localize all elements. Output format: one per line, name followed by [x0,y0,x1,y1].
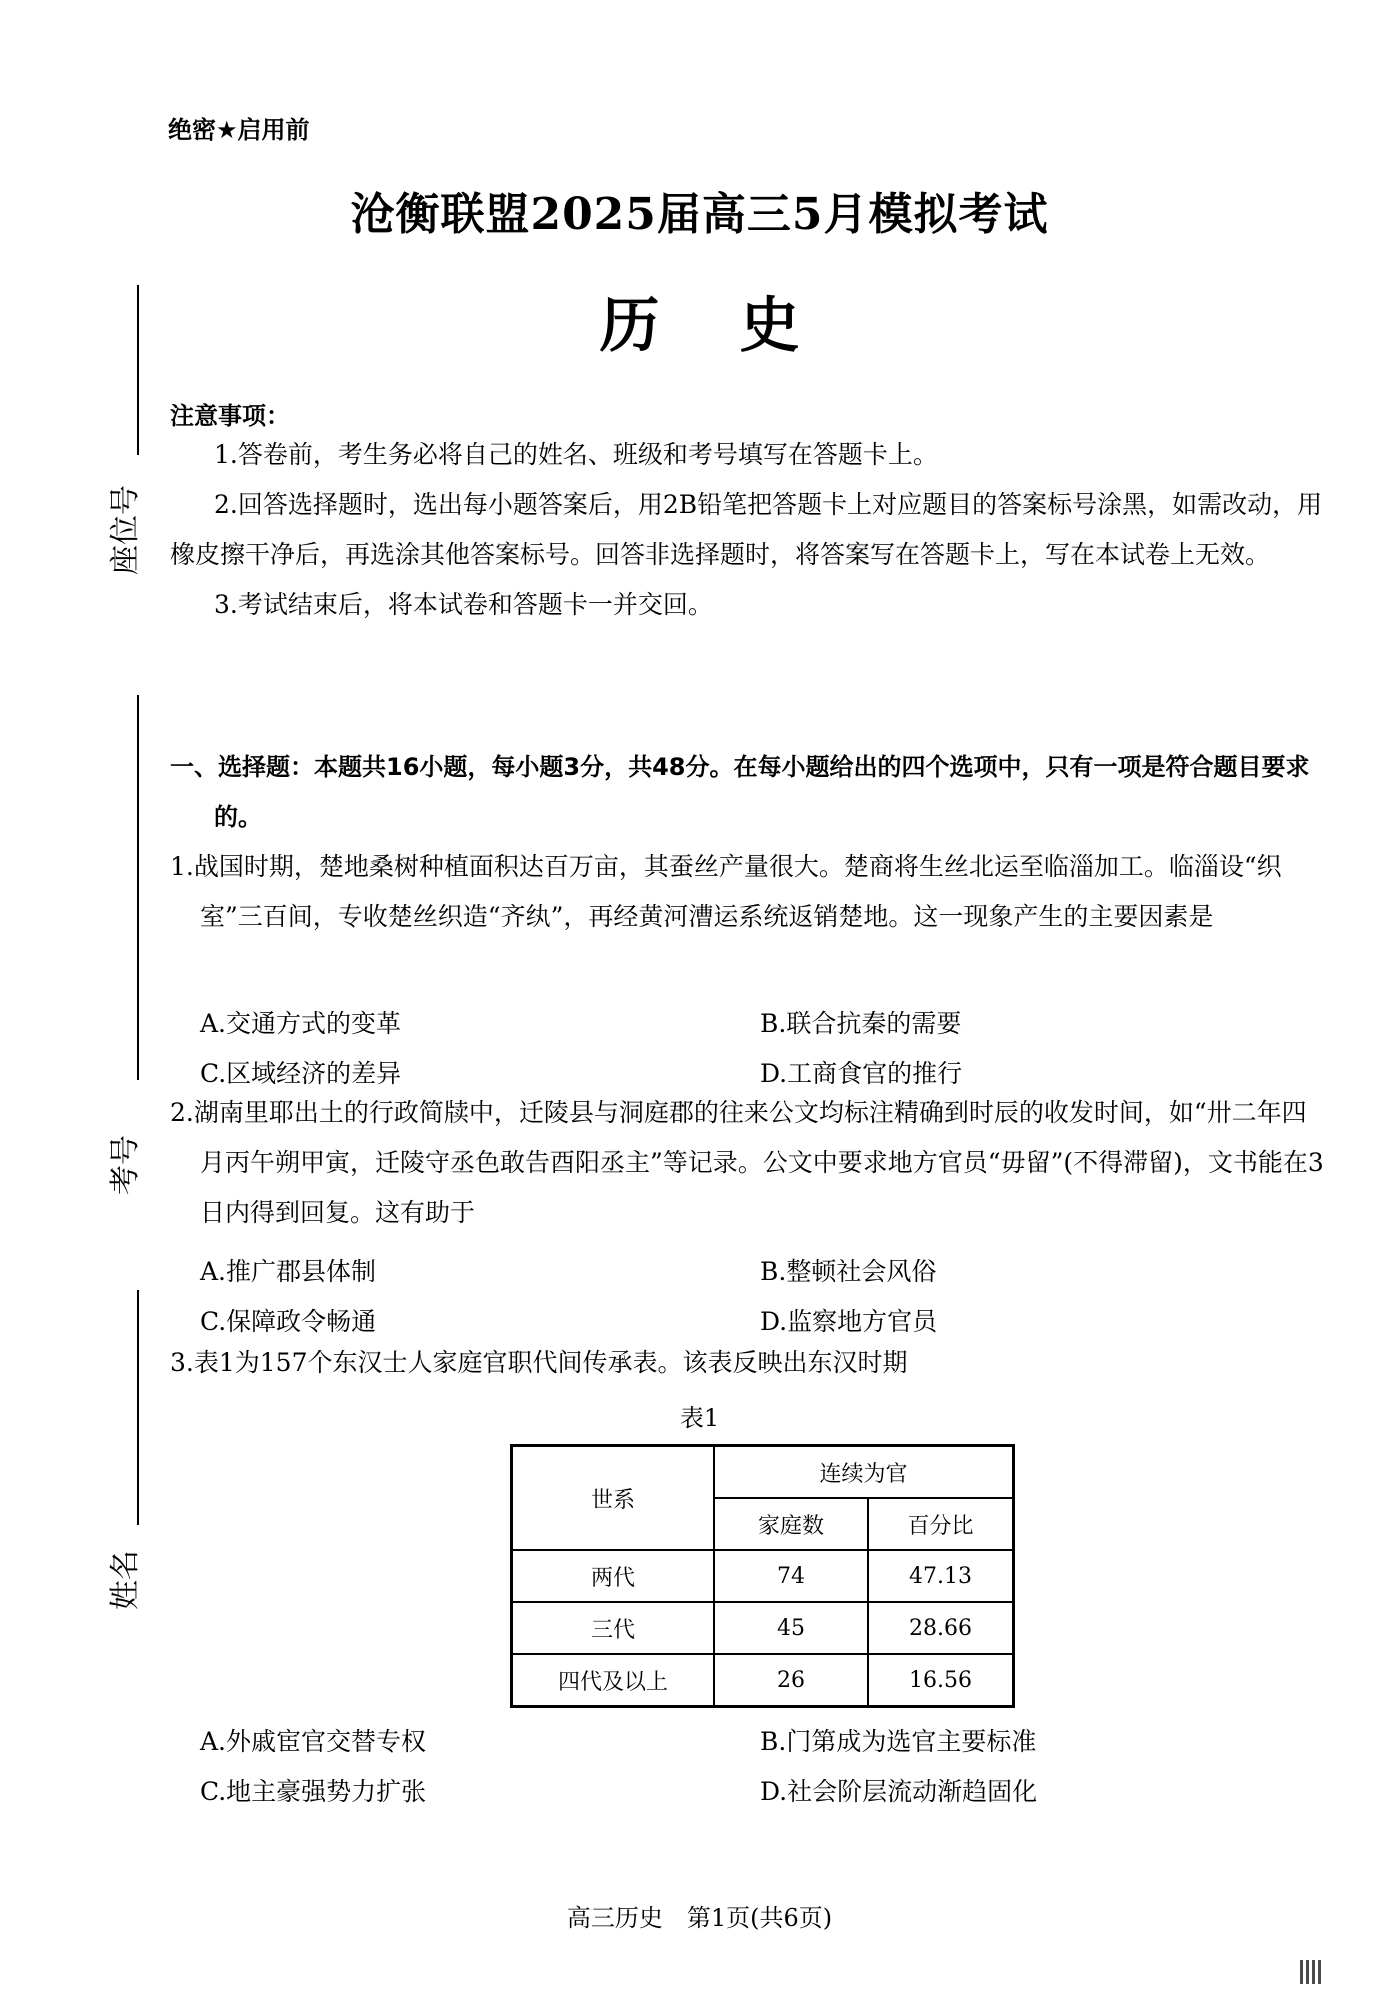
table-1 [510,1444,1015,1708]
name-label: 姓名 [108,1550,143,1610]
notice-list [170,430,1330,630]
table-cell-percent: 28.66 [868,1602,1014,1654]
subject-title [0,278,1399,364]
q3-option-b[interactable]: B.门第成为选官主要标准 [760,1727,1037,1756]
notice-item: 3.考试结束后，将本试卷和答题卡一并交回。 [214,590,713,619]
exam-title: 沧衡联盟2025届高三5月模拟考试 [350,189,1049,240]
exam-no-label: 考号 [108,1135,143,1195]
confidential-mark: 绝密★启用前 [168,116,310,144]
q2-option-a[interactable]: A.推广郡县体制 [200,1257,377,1286]
notice-heading: 注意事项： [170,402,290,430]
table-cell-percent: 16.56 [868,1654,1014,1707]
table-row [512,1654,1014,1707]
q3-option-a[interactable]: A.外戚宦官交替专权 [200,1727,427,1756]
table-row [512,1550,1014,1602]
table-header-percent: 百分比 [868,1498,1014,1550]
q1-option-a[interactable]: A.交通方式的变革 [200,1009,402,1038]
page-footer: 高三历史 第1页(共6页) [566,1904,833,1932]
table-header-families: 家庭数 [714,1498,868,1550]
q2-option-b[interactable]: B.整顿社会风俗 [760,1257,937,1286]
table-header-group: 连续为官 [714,1446,1014,1499]
exam-no-line [137,695,139,1080]
table-cell-families: 26 [714,1654,868,1707]
notice-item: 1.答卷前，考生务必将自己的姓名、班级和考号填写在答题卡上。 [214,440,938,469]
q1-option-b[interactable]: B.联合抗秦的需要 [760,1009,962,1038]
seat-line [137,285,139,455]
seat-label: 座位号 [108,485,143,575]
question-2-stem: 2.湖南里耶出土的行政简牍中，迁陵县与洞庭郡的往来公文均标注精确到时辰的收发时间，如“卅二年四月丙午朔甲寅，迁陵守丞色敢告酉阳丞主”等记录。公文中要求地方官员“毋留”(不得滞留)，文书能在3日内得到回复。这有助于 [170,1098,1324,1227]
subject-char-1: 历 [599,291,660,361]
table-cell-generation: 两代 [512,1550,715,1602]
section-heading: 一、选择题：本题共16小题，每小题3分，共48分。在每小题给出的四个选项中，只有一项是符合题目要求的。 [170,753,1310,831]
q3-option-c[interactable]: C.地主豪强势力扩张 [200,1777,427,1806]
q1-option-d[interactable]: D.工商食官的推行 [760,1059,963,1088]
qr-code-icon [1300,1960,1324,1984]
table-caption: 表1 [679,1404,720,1432]
notice-item: 2.回答选择题时，选出每小题答案后，用2B铅笔把答题卡上对应题目的答案标号涂黑，如需改动，用橡皮擦干净后，再选涂其他答案标号。回答非选择题时，将答案写在答题卡上，写在本试卷上无效。 [170,490,1323,569]
q2-option-d[interactable]: D.监察地方官员 [760,1307,938,1336]
table-header-generation: 世系 [512,1446,715,1551]
table-cell-generation: 三代 [512,1602,715,1654]
q2-option-c[interactable]: C.保障政令畅通 [200,1307,377,1336]
question-3-stem: 3.表1为157个东汉士人家庭官职代间传承表。该表反映出东汉时期 [170,1348,908,1377]
table-row [512,1602,1014,1654]
table-cell-families: 74 [714,1550,868,1602]
q3-option-d[interactable]: D.社会阶层流动渐趋固化 [760,1777,1038,1806]
table-cell-families: 45 [714,1602,868,1654]
question-1-stem: 1.战国时期，楚地桑树种植面积达百万亩，其蚕丝产量很大。楚商将生丝北运至临淄加工。临淄设“织室”三百间，专收楚丝织造“齐纨”，再经黄河漕运系统返销楚地。这一现象产生的主要因素是 [170,852,1282,931]
table-cell-generation: 四代及以上 [512,1654,715,1707]
q1-option-c[interactable]: C.区域经济的差异 [200,1059,402,1088]
subject-char-2: 史 [739,291,800,361]
table-cell-percent: 47.13 [868,1550,1014,1602]
